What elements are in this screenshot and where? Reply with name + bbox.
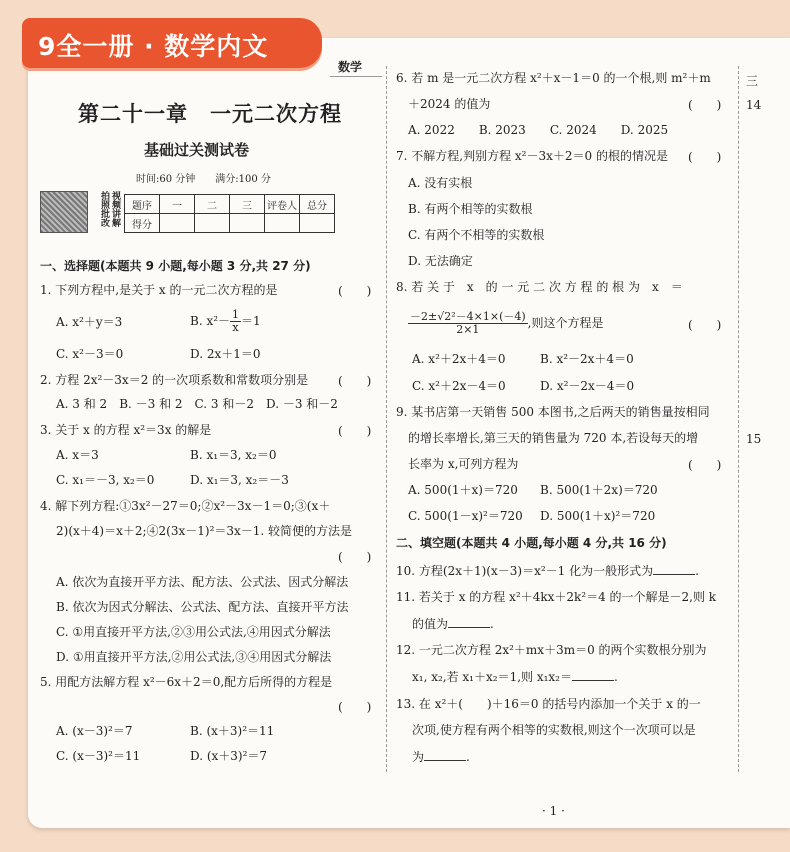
edge-question-14: 14 [746,98,762,112]
q8-option-d[interactable]: D. x²－2x－4＝0 [540,379,635,393]
q13-stem-line1: 13. 在 x²＋( )＋16＝0 的括号内添加一个关于 x 的一 [396,697,701,711]
q12-period: . [614,670,618,684]
q1-b-fraction [230,309,241,334]
subject-label: 数学 [338,60,363,74]
section-fill-heading: 二、填空题(本题共 4 小题,每小题 4 分,共 16 分) [396,536,667,550]
q1-b-num: 1 [232,308,240,321]
q9-option-c[interactable]: C. 500(1－x)²＝720 [408,509,523,523]
score-input-cell[interactable] [300,214,335,233]
q8-option-c[interactable]: C. x²＋2x－4＝0 [412,379,506,393]
header-rule [330,76,382,77]
score-cell: 评卷人 [265,195,300,214]
score-input-cell[interactable] [230,214,265,233]
q13-text: 为 [412,750,425,764]
q4-stem-line2: 2)(x＋4)＝x＋2;④2(3x－1)²＝3x－1. 较简便的方法是 [56,524,353,538]
q8-num: －2±√2²－4×1×(－4) [410,310,526,323]
q3-option-c[interactable]: C. x₁＝－3, x₂＝0 [56,473,155,487]
score-table [124,194,335,233]
time-score-info: 时间:60 分钟 满分:100 分 [136,174,271,185]
q11-text: 的值为 [412,617,449,631]
q5-option-b[interactable]: B. (x＋3)²＝11 [190,724,275,738]
section-choice-heading: 一、选择题(本题共 9 小题,每小题 3 分,共 27 分) [40,259,311,273]
score-row-label: 得分 [125,214,160,233]
q7-option-a[interactable]: A. 没有实根 [408,176,473,190]
q3-option-b[interactable]: B. x₁＝3, x₂＝0 [190,448,277,462]
q12-stem-line2 [412,668,618,685]
q9-stem-line2: 的增长率增长,第三天的销售量为 720 本,若设每天的增 [408,431,699,445]
banner-title: 9全一册 · 数学内文 [38,32,269,61]
q1-b-den: x [232,321,239,334]
q11-period: . [490,617,494,631]
q9-option-d[interactable]: D. 500(1＋x)²＝720 [540,509,656,523]
q9-stem-line3: 长率为 x,可列方程为 [408,457,519,471]
q3-stem: 3. 关于 x 的方程 x²＝3x 的解是 [40,423,212,437]
q3-option-d[interactable]: D. x₁＝3, x₂＝－3 [190,473,289,487]
q11-blank[interactable] [448,615,490,628]
score-cell: 一 [160,195,195,214]
q5-answer-paren[interactable]: ( ) [338,700,372,714]
score-input-cell[interactable] [195,214,230,233]
q13-stem-line2: 次项,使方程有两个相等的实数根,则这个一次项可以是 [412,723,696,737]
q6-options[interactable]: A. 2022 B. 2023 C. 2024 D. 2025 [408,123,669,137]
score-cell: 题序 [125,195,160,214]
book-banner [22,18,322,68]
q1-option-d[interactable]: D. 2x＋1＝0 [190,347,261,361]
q8-root-fraction [408,311,528,336]
q1-option-b[interactable] [190,306,261,336]
q7-answer-paren[interactable]: ( ) [688,150,722,164]
q1-option-c[interactable]: C. x²－3＝0 [56,347,124,361]
q12-text: x₁, x₂,若 x₁＋x₂＝1,则 x₁x₂＝ [412,670,572,684]
chapter-title: 第二十一章 一元二次方程 [78,101,342,126]
q7-option-b[interactable]: B. 有两个相等的实数根 [408,202,533,216]
edge-question-15: 15 [746,432,762,446]
q2-stem: 2. 方程 2x²－3x＝2 的一次项系数和常数项分别是 [40,373,309,387]
q5-option-d[interactable]: D. (x＋3)²＝7 [190,749,268,763]
q13-period: . [466,750,470,764]
q12-stem-line1: 12. 一元二次方程 2x²＋mx＋3m＝0 的两个实数根分别为 [396,643,707,657]
q1-b-pre: B. x²－ [190,314,231,328]
q8-option-a[interactable]: A. x²＋2x＋4＝0 [412,352,506,366]
score-cell: 二 [195,195,230,214]
q4-option-c[interactable]: C. ①用直接开平方法,②③用公式法,④用因式分解法 [56,625,331,639]
score-cell: 三 [230,195,265,214]
q1-b-post: ＝1 [241,314,261,328]
q4-option-a[interactable]: A. 依次为直接开平方法、配方法、公式法、因式分解法 [56,575,349,589]
right-divider [738,66,739,772]
score-cell: 总分 [300,195,335,214]
q4-option-d[interactable]: D. ①用直接开平方法,②用公式法,③④用因式分解法 [56,650,332,664]
q8-post: ,则这个方程是 [527,316,604,330]
page-number: · 1 · [542,804,565,818]
q11-stem-line1: 11. 若关于 x 的方程 x²＋4kx＋2k²＝4 的一个解是－2,则 k [396,590,717,604]
q4-option-b[interactable]: B. 依次为因式分解法、公式法、配方法、直接开平方法 [56,600,349,614]
q11-stem-line2 [412,615,494,632]
q10-stem [396,562,699,579]
q3-answer-paren[interactable]: ( ) [338,424,372,438]
score-input-cell[interactable] [160,214,195,233]
q5-option-c[interactable]: C. (x－3)²＝11 [56,749,141,763]
q5-stem: 5. 用配方法解方程 x²－6x＋2＝0,配方后所得的方程是 [40,675,333,689]
q7-option-c[interactable]: C. 有两个不相等的实数根 [408,228,545,242]
q8-option-b[interactable]: B. x²－2x＋4＝0 [540,352,634,366]
q4-stem-line1: 4. 解下列方程:①3x²－27＝0;②x²－3x－1＝0;③(x＋ [40,499,331,513]
q7-stem: 7. 不解方程,判别方程 x²－3x＋2＝0 的根的情况是 [396,149,668,163]
q3-option-a[interactable]: A. x＝3 [56,448,99,462]
q8-den: 2×1 [456,323,480,336]
test-title: 基础过关测试卷 [144,141,250,159]
q10-text: 10. 方程(2x＋1)(x－3)＝x²－1 化为一般形式为 [396,564,654,578]
q1-answer-paren[interactable]: ( ) [338,284,372,298]
edge-section-mark: 三 [746,74,759,88]
qr-code-icon[interactable] [40,191,88,233]
q8-answer-paren[interactable]: ( ) [688,318,722,332]
column-divider [386,66,387,772]
q12-blank[interactable] [572,668,614,681]
score-table-header [125,195,335,214]
q4-answer-paren[interactable]: ( ) [338,550,372,564]
q1-option-a[interactable]: A. x²＋y＝3 [56,315,123,329]
q9-option-b[interactable]: B. 500(1＋2x)＝720 [540,483,658,497]
q1-stem: 1. 下列方程中,是关于 x 的一元二次方程的是 [40,283,278,297]
q5-option-a[interactable]: A. (x－3)²＝7 [56,724,133,738]
q8-stem-line1: 8. 若 关 于 x 的 一 元 二 次 方 程 的 根 为 x ＝ [396,280,683,294]
q7-option-d[interactable]: D. 无法确定 [408,254,473,268]
q8-formula [408,306,603,340]
q13-blank[interactable] [424,748,466,761]
q9-answer-paren[interactable]: ( ) [688,458,722,472]
q6-stem-line1: 6. 若 m 是一元二次方程 x²＋x－1＝0 的一个根,则 m²＋m [396,71,711,85]
q9-stem-line1: 9. 某书店第一天销售 500 本图书,之后两天的销售量按相同 [396,405,710,419]
q10-blank[interactable] [653,562,695,575]
q13-stem-line3 [412,748,470,765]
qr-label: 视频讲解 拍照批改 [99,191,120,227]
q10-period: . [695,564,699,578]
score-table-row [125,214,335,233]
q6-answer-paren[interactable]: ( ) [688,98,722,112]
q6-stem-line2: ＋2024 的值为 [408,97,491,111]
q9-option-a[interactable]: A. 500(1＋x)＝720 [408,483,518,497]
score-input-cell[interactable] [265,214,300,233]
q2-options[interactable]: A. 3 和 2 B. －3 和 2 C. 3 和－2 D. －3 和－2 [56,397,338,411]
q2-answer-paren[interactable]: ( ) [338,374,372,388]
